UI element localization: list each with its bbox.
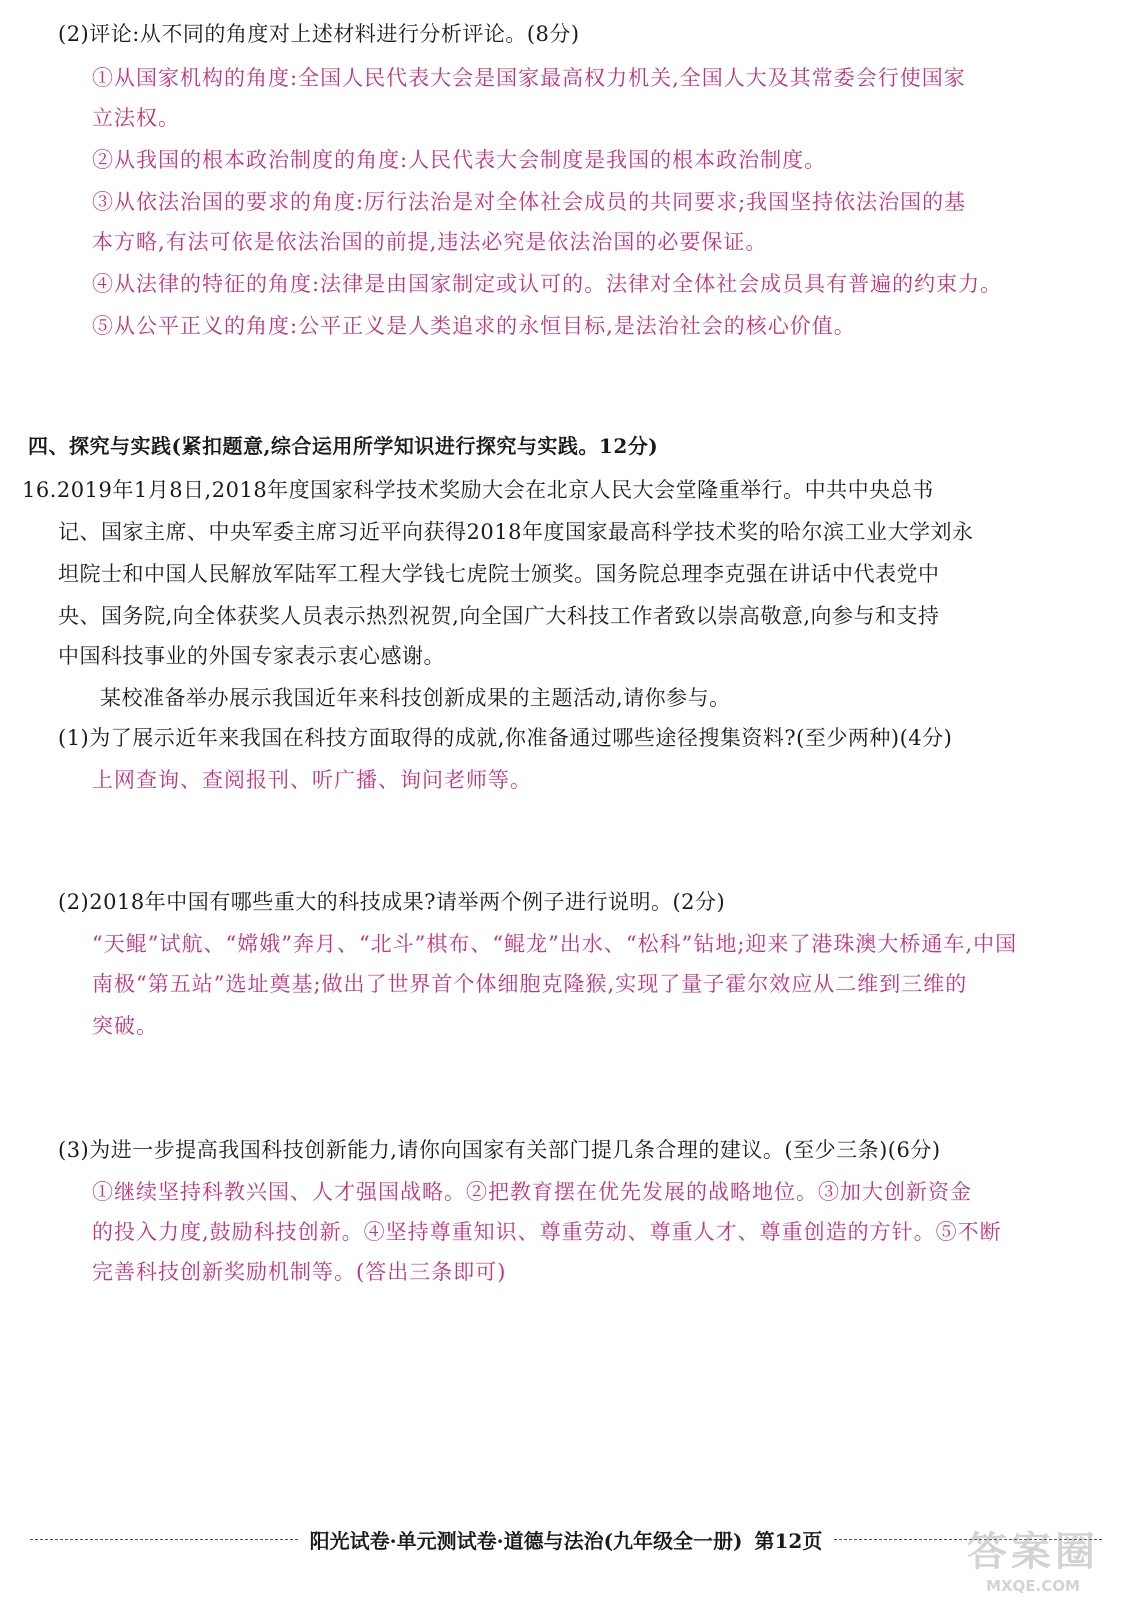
answer-3-2-line-7: ⑤从公平正义的角度:公平正义是人类追求的永恒目标,是法治社会的核心价值。: [92, 314, 856, 338]
question-4-3-prompt: (3)为进一步提高我国科技创新能力,请你向国家有关部门提几条合理的建议。(至少三条)(6分): [58, 1138, 941, 1162]
footer-title: 阳光试卷·单元测试卷·道德与法治(九年级全一册): [309, 1528, 743, 1553]
material-line-1: 16.2019年1月8日,2018年度国家科学技术奖励大会在北京人民大会堂隆重举行。中共中央总书: [22, 478, 934, 502]
watermark-logo-text: 答案圈: [967, 1528, 1099, 1575]
answer-3-2-line-4: ③从依法治国的要求的角度:厉行法治是对全体社会成员的共同要求;我国坚持依法治国的基: [92, 190, 967, 214]
answer-4-2-line-3: 突破。: [92, 1014, 158, 1038]
answer-4-1-line-1: 上网查询、查阅报刊、听广播、询问老师等。: [92, 768, 532, 792]
question-4-2-prompt: (2)2018年中国有哪些重大的科技成果?请举两个例子进行说明。(2分): [58, 890, 726, 914]
answer-4-2-line-1: “天鲲”试航、“嫦娥”奔月、“北斗”棋布、“鲲龙”出水、“松科”钻地;迎来了港珠澳大桥通车,中国: [92, 932, 1018, 956]
activity-intro: 某校准备举办展示我国近年来科技创新成果的主题活动,请你参与。: [100, 686, 731, 710]
material-line-5: 中国科技事业的外国专家表示衷心感谢。: [58, 644, 445, 668]
answer-4-3-line-3: 完善科技创新奖励机制等。(答出三条即可): [92, 1260, 507, 1284]
question-4-1-prompt: (1)为了展示近年来我国在科技方面取得的成就,你准备通过哪些途径搜集资料?(至少两种)(4分): [58, 726, 953, 750]
footer-rule-left: [30, 1539, 298, 1540]
watermark-url: MXQE.COM: [986, 1576, 1080, 1595]
answer-4-3-line-1: ①继续坚持科教兴国、人才强国战略。②把教育摆在优先发展的战略地位。③加大创新资金: [92, 1180, 972, 1204]
material-line-4: 央、国务院,向全体获奖人员表示热烈祝贺,向全国广大科技工作者致以崇高敬意,向参与和支持: [58, 604, 940, 628]
watermark-logo: [948, 1522, 1118, 1595]
page-footer: [30, 1524, 1102, 1554]
answer-3-2-line-3: ②从我国的根本政治制度的角度:人民代表大会制度是我国的根本政治制度。: [92, 148, 827, 172]
material-line-2: 记、国家主席、中央军委主席习近平向获得2018年度国家最高科学技术奖的哈尔滨工业大学刘永: [58, 520, 974, 544]
answer-4-3-line-2: 的投入力度,鼓励科技创新。④坚持尊重知识、尊重劳动、尊重人才、尊重创造的方针。⑤不断: [92, 1220, 1002, 1244]
page-number: 第12页: [754, 1528, 823, 1553]
answer-4-2-line-2: 南极“第五站”选址奠基;做出了世界首个体细胞克隆猴,实现了量子霍尔效应从二维到三维的: [92, 972, 968, 996]
question-3-2-prompt: (2)评论:从不同的角度对上述材料进行分析评论。(8分): [58, 22, 580, 46]
answer-3-2-line-6: ④从法律的特征的角度:法律是由国家制定或认可的。法律对全体社会成员具有普遍的约束力。: [92, 272, 1003, 296]
section-4-heading: 四、探究与实践(紧扣题意,综合运用所学知识进行探究与实践。12分): [28, 434, 659, 458]
answer-3-2-line-5: 本方略,有法可依是依法治国的前提,违法必究是依法治国的必要保证。: [92, 230, 768, 254]
material-line-3: 坦院士和中国人民解放军陆军工程大学钱七虎院士颁奖。国务院总理李克强在讲话中代表党中: [58, 562, 940, 586]
answer-3-2-line-2: 立法权。: [92, 106, 180, 130]
answer-3-2-line-1: ①从国家机构的角度:全国人民代表大会是国家最高权力机关,全国人大及其常委会行使国家: [92, 66, 966, 90]
